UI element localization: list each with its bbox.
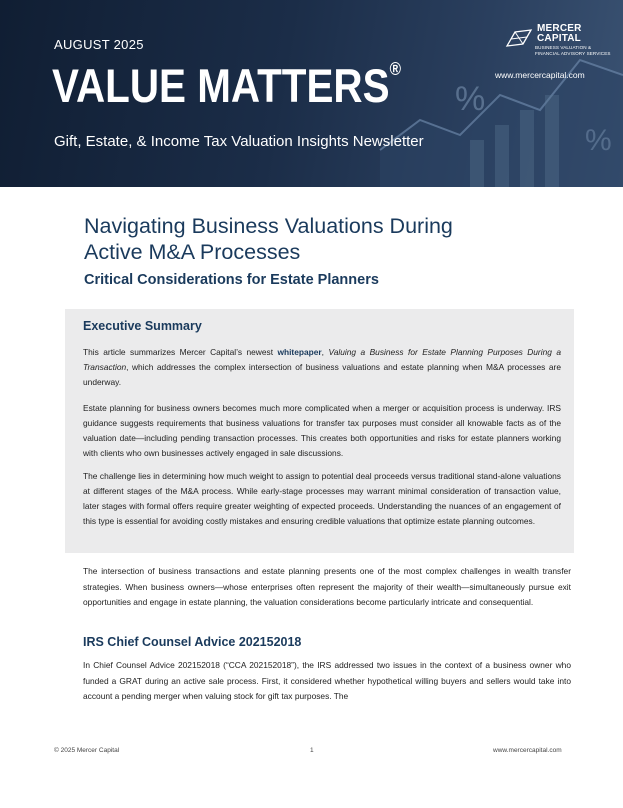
registered-mark: ®: [389, 59, 401, 79]
article-title-line1: Navigating Business Valuations During: [84, 214, 453, 238]
header-website-link[interactable]: www.mercercapital.com: [495, 70, 585, 80]
logo-wordmark: [537, 24, 582, 44]
executive-summary-paragraph-1: [83, 345, 561, 390]
intro-paragraph: The intersection of business transactions and estate planning presents one of the most complex challenges in wealth transfer strategies. When business owners—whose enterprises often represent the majority of their wealth—simultaneously pursue exit opportunities and engage in estate planning, the valuation considerations become particularly intricate and consequential.: [83, 566, 571, 607]
executive-summary-heading: Executive Summary: [83, 319, 202, 333]
article-title: [84, 213, 554, 265]
executive-summary-paragraph-3: The challenge lies in determining how much weight to assign to potential deal proceeds versus traditional stand-alone valuations at different stages of the M&A process. While early-stage processes may warrant minimal consideration of transaction value, later stages with formal offers require greater weighting of expected proceeds. Understanding the nuances of an engagement of this type is essential for avoiding costly mistakes and ensuring credible valuations that optimize estate planning outcomes.: [83, 471, 561, 526]
logo-name-line1: MERCER: [537, 23, 582, 34]
logo-tagline-line2: FINANCIAL ADVISORY SERVICES: [535, 50, 611, 56]
background-bar: [495, 125, 509, 187]
section-paragraph: In Chief Counsel Advice 202152018 (“CCA 202152018”), the IRS addressed two issues in the context of a business owner who funded a GRAT during an active sale process. First, it considered whether hypothetical willing buyers and sellers would take into account a pending merger when valuing stock for gift tax purposes. The: [83, 660, 571, 701]
newsletter-title: [52, 59, 401, 112]
executive-summary-box: [65, 309, 574, 553]
newsletter-subtitle: Gift, Estate, & Income Tax Valuation Insights Newsletter: [54, 133, 424, 150]
p1-lead: This article summarizes Mercer Capital’s newest: [83, 347, 278, 357]
logo-mark-icon: [505, 28, 533, 48]
percent-glyph: %: [455, 80, 486, 118]
newsletter-header: [0, 0, 623, 187]
article-subtitle: Critical Considerations for Estate Planners: [84, 272, 379, 288]
logo-name-line2: CAPITAL: [537, 33, 581, 44]
logo-tagline-line1: BUSINESS VALUATION &: [535, 45, 592, 50]
p1-sep: ,: [321, 347, 329, 357]
whitepaper-title: Valuing a Business for Estate Planning Purposes During a Transaction: [83, 347, 561, 372]
footer-website-link[interactable]: www.mercercapital.com: [493, 747, 562, 754]
percent-glyph: %: [585, 124, 612, 157]
background-bar: [520, 110, 534, 187]
article-title-line2: Active M&A Processes: [84, 240, 301, 264]
newsletter-title-text: VALUE MATTERS: [52, 59, 390, 112]
footer-copyright: © 2025 Mercer Capital: [54, 747, 120, 754]
logo-tagline: [535, 45, 611, 56]
mercer-capital-logo[interactable]: [505, 23, 611, 64]
executive-summary-paragraph-2: Estate planning for business owners becomes much more complicated when a merger or acquisition process is underway. IRS guidance suggests requirements that business valuations for transfer tax purposes must consider all knowable facts as of the valuation date—including pending transaction processes. This creates both opportunities and risks for estate planners working with clients who own businesses actively engaged in sale discussions.: [83, 403, 561, 458]
background-bar: [545, 95, 559, 187]
footer-page-number: 1: [310, 747, 314, 754]
whitepaper-link[interactable]: whitepaper: [277, 347, 322, 357]
section-heading: IRS Chief Counsel Advice 202152018: [83, 635, 302, 649]
issue-date: AUGUST 2025: [54, 37, 144, 52]
background-bar: [470, 140, 484, 187]
p1-tail: , which addresses the complex intersection of business valuations and estate planning when M&A processes are underway.: [83, 362, 561, 387]
